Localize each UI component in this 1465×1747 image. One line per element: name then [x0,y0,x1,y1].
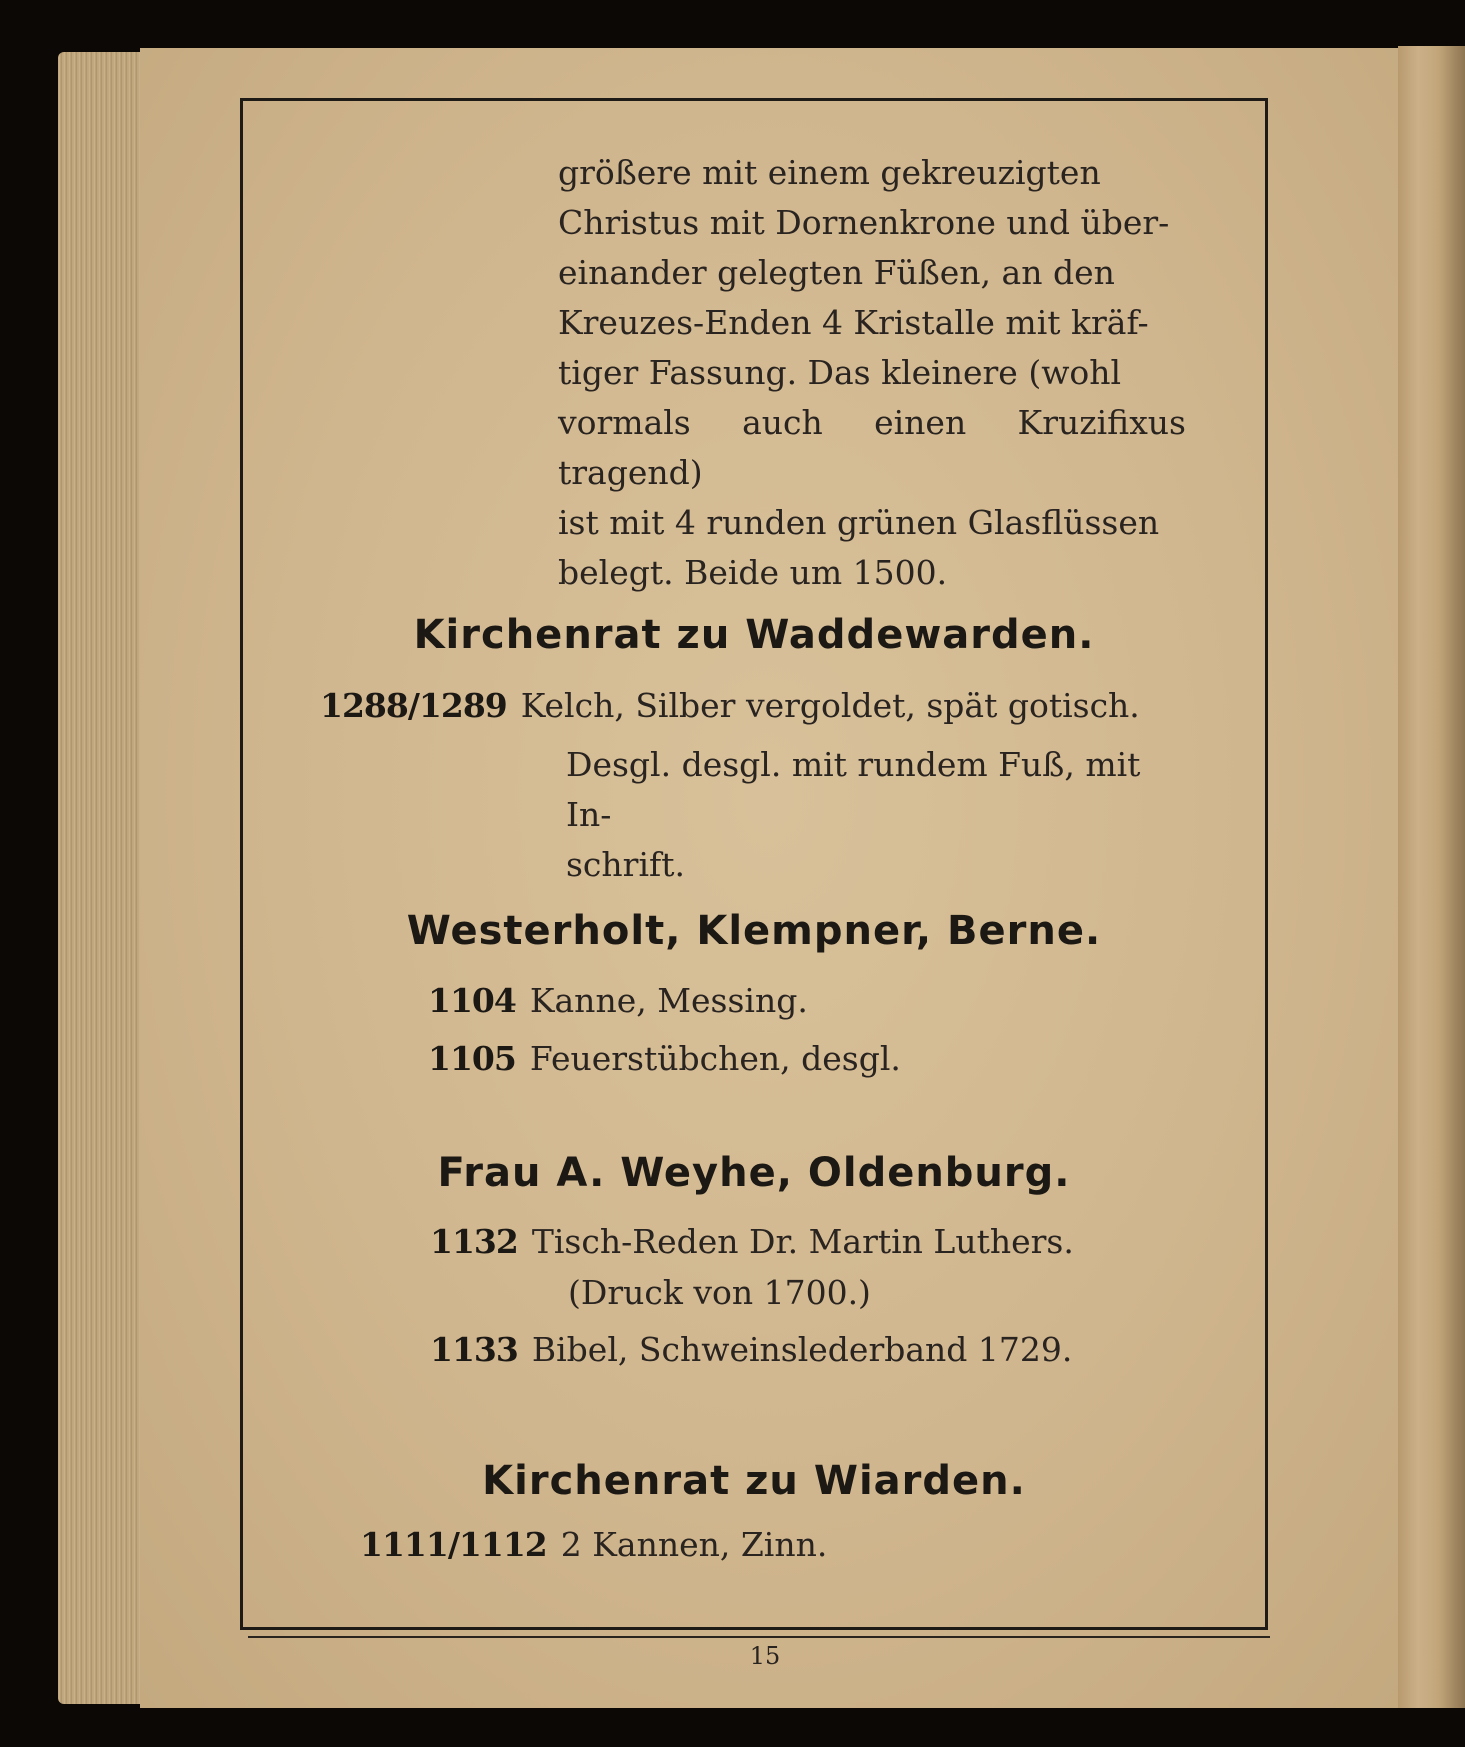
catalog-entry [428,1034,901,1084]
continuation-line: (Druck von 1700.) [568,1273,871,1312]
section-heading: Frau A. Weyhe, Oldenburg. [437,1150,1071,1196]
entry-continuation [568,1268,1188,1318]
entry-continuation [566,740,1186,890]
catalog-entry [430,1217,1074,1267]
entry-number: 1133 [430,1330,518,1369]
paragraph-line: ist mit 4 runden grünen Glasflüssen [558,503,1160,542]
paragraph-line: größere mit einem gekreuzigten [558,153,1101,192]
catalog-entry [360,1520,827,1570]
entry-number: 1104 [428,981,516,1020]
page-number: 15 [749,1642,781,1670]
entry-number: 1132 [430,1222,518,1261]
intro-paragraph [558,148,1186,598]
section-heading: Kirchenrat zu Waddewarden. [413,612,1095,658]
paragraph-line: vormals auch einen Kruzifixus tragend) [558,403,1186,492]
paragraph-line: Christus mit Dornenkrone und über- [558,203,1170,242]
section-heading: Kirchenrat zu Wiarden. [482,1458,1026,1504]
book-gutter [1398,46,1465,1708]
paragraph-line: belegt. Beide um 1500. [558,553,948,592]
paragraph-line: tiger Fassung. Das kleinere (wohl [558,353,1122,392]
catalog-entry [430,1325,1072,1375]
paragraph-line: Kreuzes-Enden 4 Kristalle mit kräf- [558,303,1149,342]
entry-number: 1105 [428,1039,516,1078]
entry-text: Tisch-Reden Dr. Martin Luthers. [531,1222,1074,1261]
catalog-entry [428,976,808,1026]
entry-text: Kanne, Messing. [529,981,808,1020]
continuation-line: schrift. [566,845,685,884]
entry-text: Feuerstübchen, desgl. [529,1039,901,1078]
page-edges [58,52,148,1704]
paragraph-line: einander gelegten Füßen, an den [558,253,1115,292]
section-heading: Westerholt, Klempner, Berne. [406,908,1102,954]
entry-text: Bibel, Schweinslederband 1729. [531,1330,1073,1369]
continuation-line: Desgl. desgl. mit rundem Fuß, mit In- [566,745,1141,834]
frame-bottom-rule [248,1636,1270,1638]
entry-text: Kelch, Silber vergoldet, spät gotisch. [520,686,1140,725]
entry-number: 1111/1112 [360,1525,547,1564]
catalog-entry [320,681,1140,731]
entry-number: 1288/1289 [320,686,507,725]
entry-text: 2 Kannen, Zinn. [560,1525,828,1564]
